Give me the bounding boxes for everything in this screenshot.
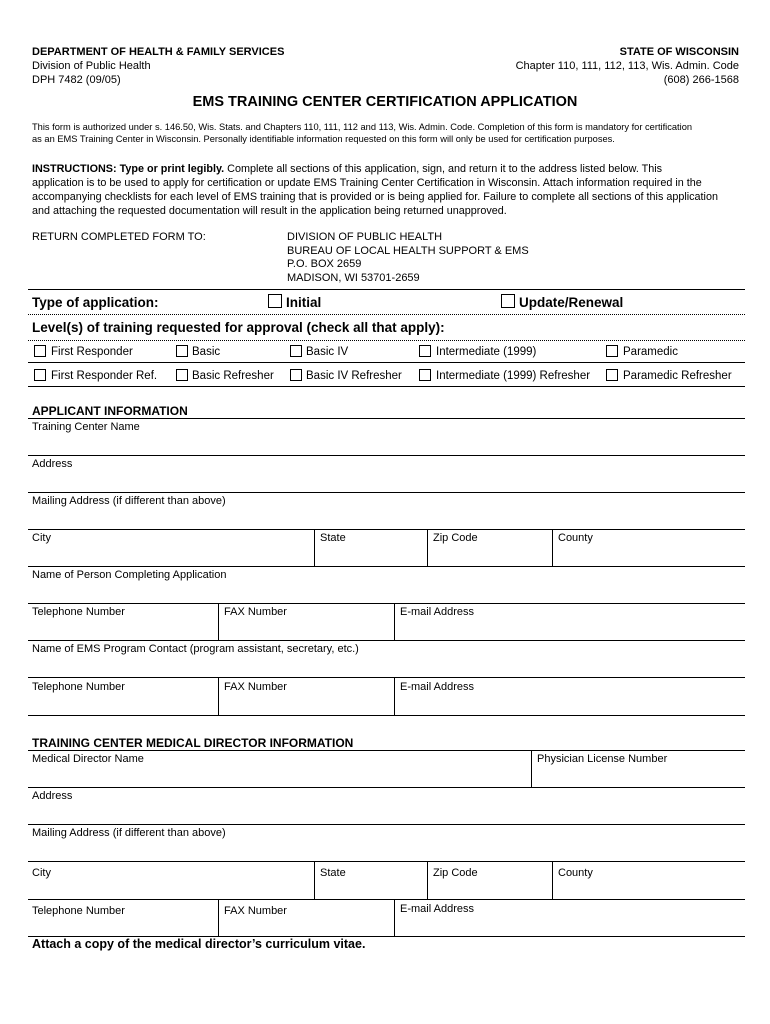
divider [28,677,745,678]
return-label: RETURN COMPLETED FORM TO: [32,231,206,243]
applicant-section-heading: APPLICANT INFORMATION [32,404,188,418]
address-field[interactable]: Address [32,458,73,470]
phone-number: (608) 266-1568 [663,74,739,86]
contact-telephone-field[interactable]: Telephone Number [32,681,125,693]
divider [28,750,745,751]
return-address-line: MADISON, WI 53701-2659 [287,271,420,284]
basic-iv-refresher-label: Basic IV Refresher [306,370,402,382]
instructions-line-1: Complete all sections of this application, sign, and return it to the address listed below. This [224,163,663,175]
divider [28,787,745,788]
divider [28,640,745,641]
basic-iv-checkbox[interactable] [290,345,302,357]
intermediate-refresher-checkbox[interactable] [419,369,431,381]
admin-code: Chapter 110, 111, 112, 113, Wis. Admin. Code [515,60,739,72]
first-responder-label: First Responder [51,346,133,358]
state-field[interactable]: State [320,532,346,544]
divider [28,314,745,315]
instructions-line-3: accompanying checklists for each level of EMS training that is provided or is being applied for. Failure to complete all sections of this application [32,191,718,203]
basic-iv-label: Basic IV [306,346,349,358]
basic-iv-refresher-checkbox[interactable] [290,369,302,381]
attach-cv-note: Attach a copy of the medical director’s curriculum vitae. [32,937,366,951]
department-name: DEPARTMENT OF HEALTH & FAMILY SERVICES [32,46,285,58]
divider [28,386,745,387]
contact-fax-field[interactable]: FAX Number [224,681,287,693]
basic-refresher-checkbox[interactable] [176,369,188,381]
divider [28,362,745,363]
paramedic-label: Paramedic [623,346,678,358]
cell-divider [218,677,219,715]
divider [28,899,745,900]
levels-label: Level(s) of training requested for approval (check all that apply): [32,320,445,335]
cell-divider [394,899,395,936]
fax-field[interactable]: FAX Number [224,606,287,618]
application-type-label: Type of application: [32,295,159,310]
cell-divider [427,529,428,566]
medical-director-name-field[interactable]: Medical Director Name [32,753,144,765]
divider [28,455,745,456]
basic-refresher-label: Basic Refresher [192,370,274,382]
md-telephone-field[interactable]: Telephone Number [32,905,125,917]
divider [28,861,745,862]
county-field[interactable]: County [558,532,593,544]
cell-divider [218,899,219,936]
divider [28,566,745,567]
division-name: Division of Public Health [32,60,151,72]
return-address-line: P.O. BOX 2659 [287,258,362,270]
physician-license-field[interactable]: Physician License Number [537,753,668,765]
cell-divider [531,750,532,787]
email-field[interactable]: E-mail Address [400,606,474,618]
paramedic-refresher-label: Paramedic Refresher [623,370,732,382]
cell-divider [314,861,315,899]
form-number: DPH 7482 (09/05) [32,74,121,86]
md-zip-code-field[interactable]: Zip Code [433,867,478,879]
form-title: EMS TRAINING CENTER CERTIFICATION APPLICATION [192,94,578,110]
authority-line-1: This form is authorized under s. 146.50, Wis. Stats. and Chapters 110, 111, 112 and 113, Wis. Admin. Code. Completion of this form is mandatory for certification [32,122,693,132]
initial-label: Initial [286,295,322,310]
divider [28,492,745,493]
cell-divider [552,861,553,899]
city-field[interactable]: City [32,532,51,544]
person-completing-field[interactable]: Name of Person Completing Application [32,569,227,581]
cell-divider [427,861,428,899]
program-contact-field[interactable]: Name of EMS Program Contact (program assistant, secretary, etc.) [32,643,359,655]
md-city-field[interactable]: City [32,867,51,879]
instructions-label: INSTRUCTIONS: Type or print legibly. [32,163,225,175]
md-state-field[interactable]: State [320,867,346,879]
intermediate-checkbox[interactable] [419,345,431,357]
md-mailing-address-field[interactable]: Mailing Address (if different than above) [32,827,226,839]
medical-director-section-heading: TRAINING CENTER MEDICAL DIRECTOR INFORMATION [32,736,354,750]
instructions-line-2: application is to be used to apply for certification or update EMS Training Center Certification in Wisconsin. Attach information required in the [32,177,702,189]
cell-divider [394,677,395,715]
return-address-line: BUREAU OF LOCAL HEALTH SUPPORT & EMS [287,244,529,257]
telephone-field[interactable]: Telephone Number [32,606,125,618]
md-email-field[interactable]: E-mail Address [400,903,474,915]
first-responder-checkbox[interactable] [34,345,46,357]
basic-label: Basic [192,346,221,358]
md-county-field[interactable]: County [558,867,593,879]
state-name: STATE OF WISCONSIN [619,46,739,58]
divider [28,529,745,530]
intermediate-refresher-label: Intermediate (1999) Refresher [436,370,591,382]
instructions [32,162,718,218]
divider [28,289,745,290]
update-renewal-label: Update/Renewal [519,295,624,310]
basic-checkbox[interactable] [176,345,188,357]
divider [28,418,745,419]
md-fax-field[interactable]: FAX Number [224,905,287,917]
zip-code-field[interactable]: Zip Code [433,532,478,544]
paramedic-refresher-checkbox[interactable] [606,369,618,381]
initial-checkbox[interactable] [268,294,282,308]
training-center-name-field[interactable]: Training Center Name [32,421,140,433]
contact-email-field[interactable]: E-mail Address [400,681,474,693]
divider [28,603,745,604]
authority-line-2: as an EMS Training Center in Wisconsin. Personally identifiable information requested on this form will only be used for certification purposes. [32,134,615,144]
return-address [287,231,529,285]
paramedic-checkbox[interactable] [606,345,618,357]
cell-divider [394,603,395,640]
first-responder-refresher-checkbox[interactable] [34,369,46,381]
first-responder-refresher-label: First Responder Ref. [51,370,158,382]
md-address-field[interactable]: Address [32,790,73,802]
return-address-line: DIVISION OF PUBLIC HEALTH [287,231,443,243]
cell-divider [552,529,553,566]
instructions-line-4: and attaching the requested documentation will result in the application being returned unapproved. [32,205,507,217]
divider [28,340,745,341]
cell-divider [314,529,315,566]
update-renewal-checkbox[interactable] [501,294,515,308]
mailing-address-field[interactable]: Mailing Address (if different than above) [32,495,226,507]
intermediate-label: Intermediate (1999) [436,346,537,358]
divider [28,824,745,825]
divider [28,715,745,716]
cell-divider [218,603,219,640]
